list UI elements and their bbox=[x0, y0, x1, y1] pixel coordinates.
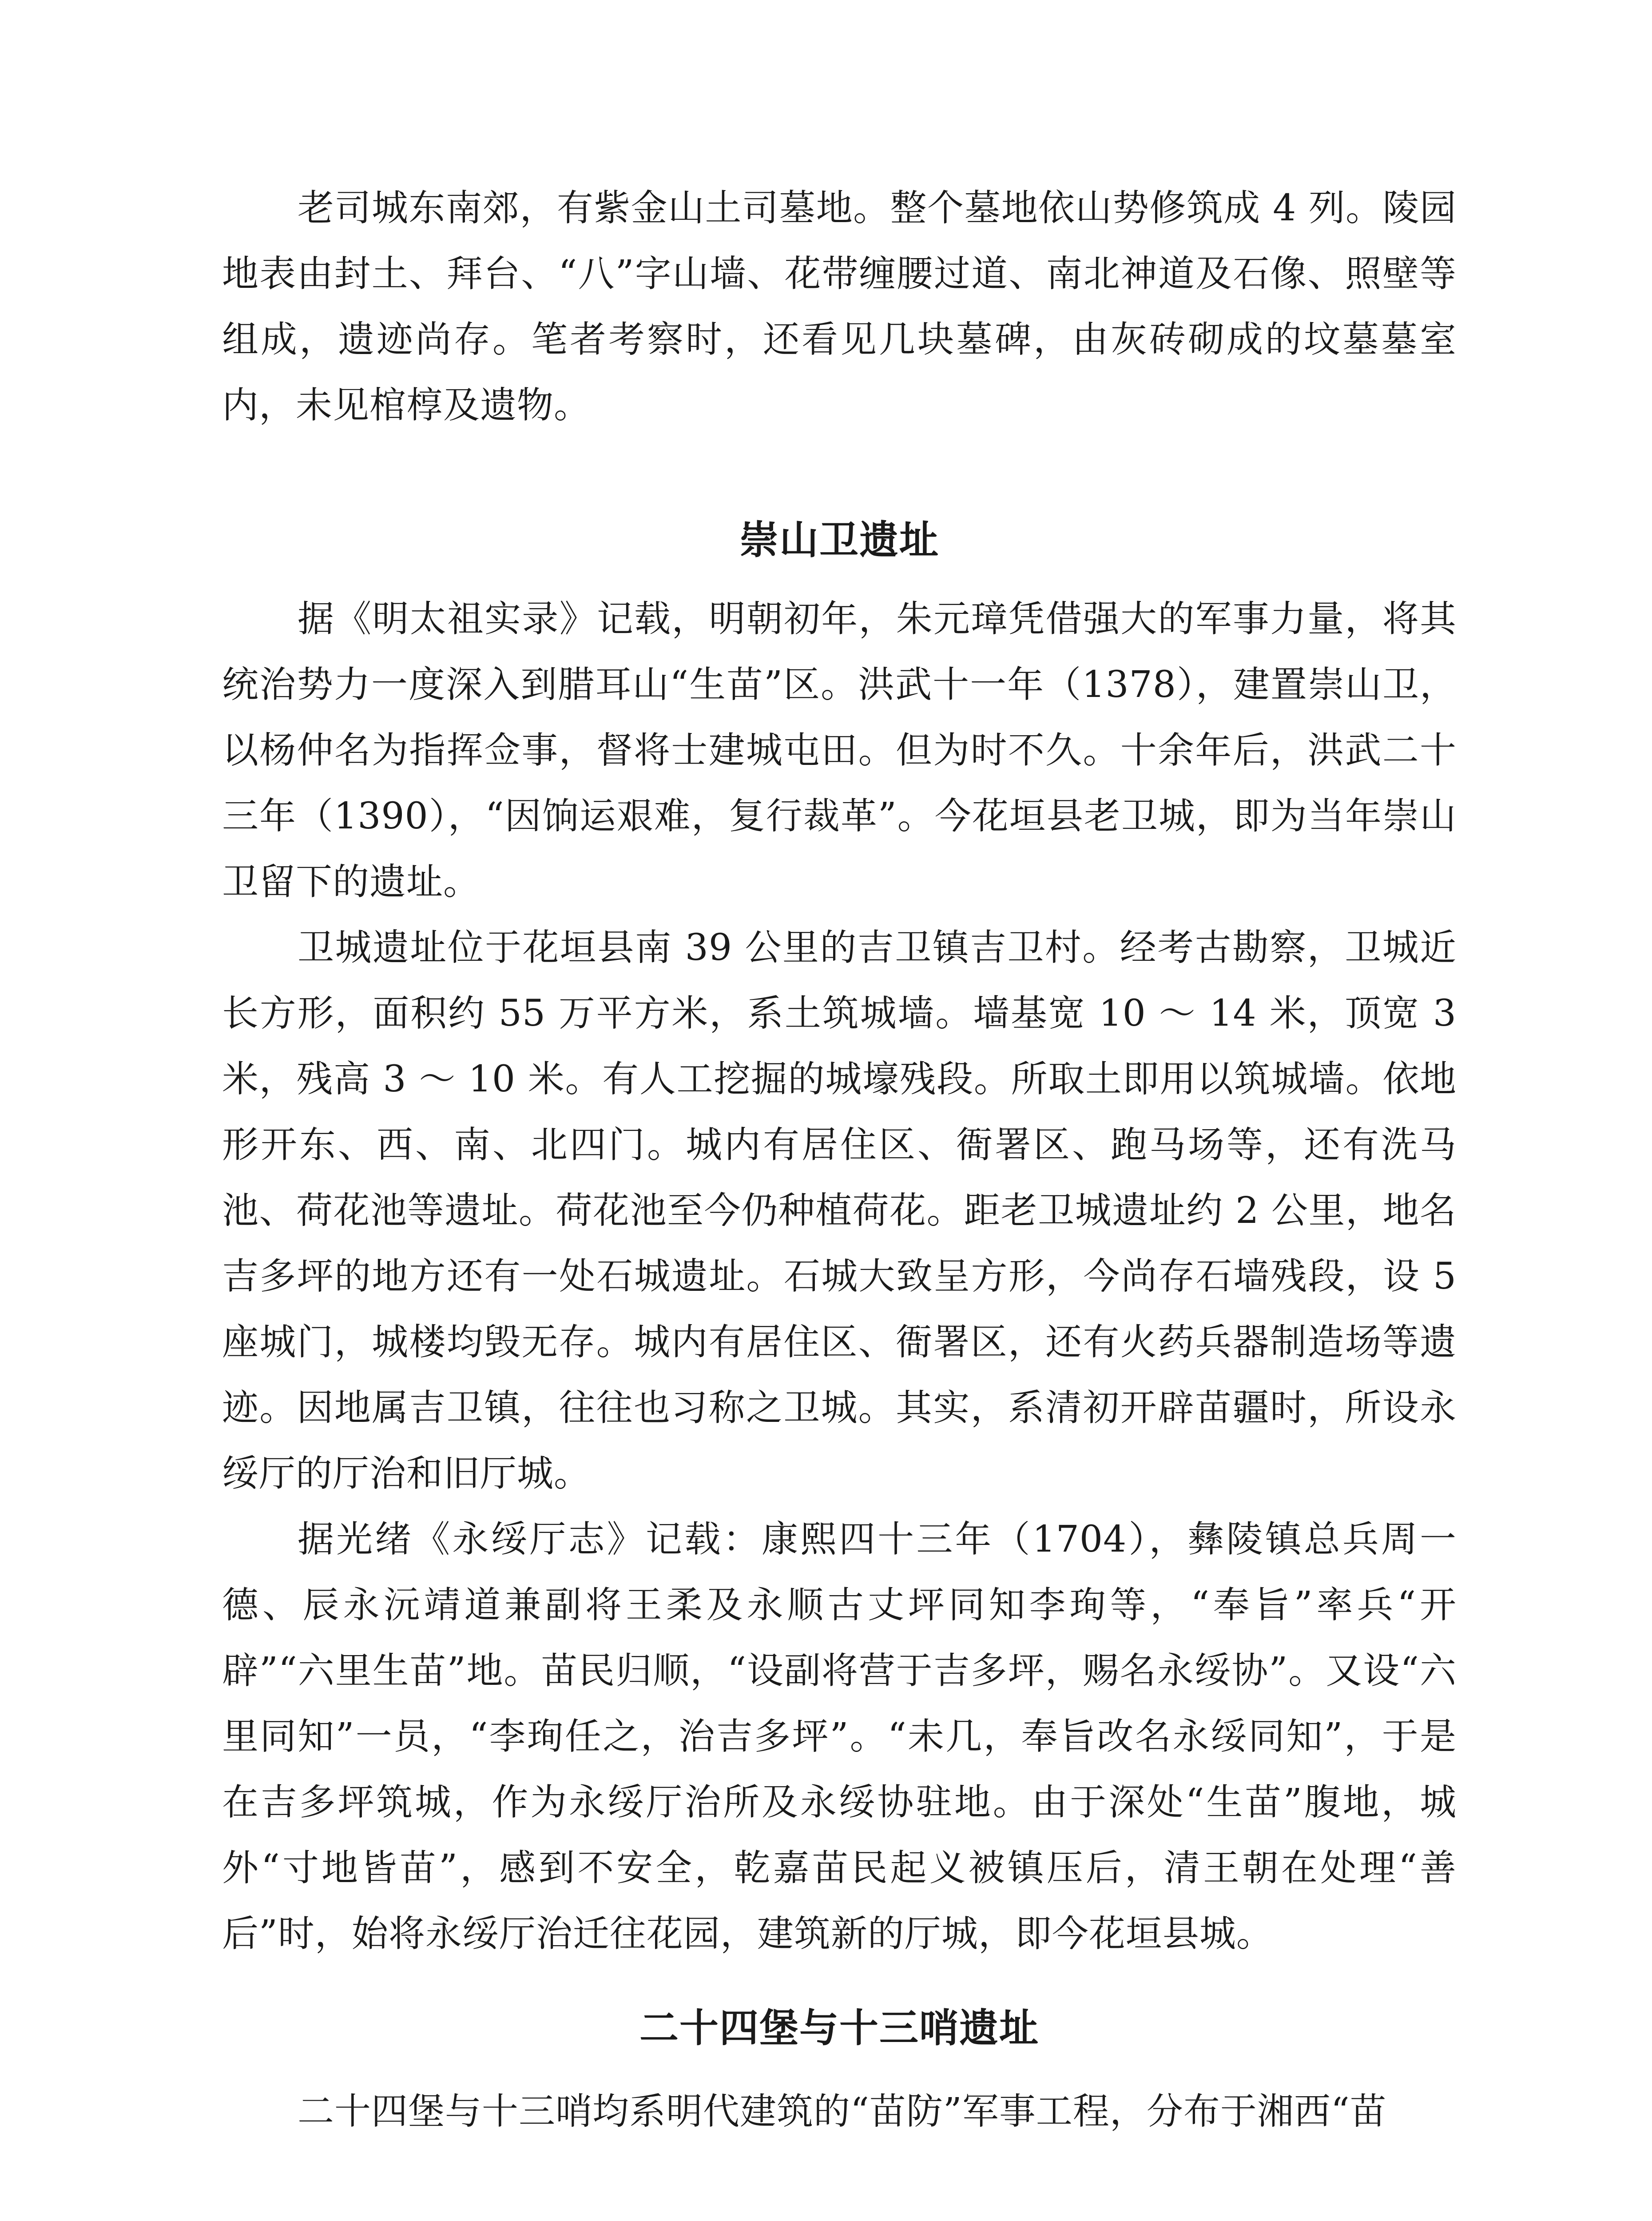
section-heading-24-forts: 二十四堡与十三哨遗址 bbox=[639, 2005, 1039, 2051]
section1-paragraph-1: 据《明太祖实录》记载，明朝初年，朱元璋凭借强大的军事力量，将其统治势力一度深入到腊耳山“生苗”区。洪武十一年（1378），建置崇山卫，以杨仲名为指挥佥事，督将士建城屯田。但为时不久。十余年后，洪武二十三年（1390），“因饷运艰难，复行裁革”。今花垣县老卫城，即为当年崇山卫留下的遗址。 bbox=[222, 598, 1457, 903]
section1-body bbox=[222, 586, 1457, 1967]
section2-paragraph-1: 二十四堡与十三哨均系明代建筑的“苗防”军事工程，分布于湘西“苗 bbox=[298, 2090, 1387, 2133]
intro-block bbox=[222, 175, 1457, 438]
section1-paragraph-2: 卫城遗址位于花垣县南 39 公里的吉卫镇吉卫村。经考古勘察，卫城近长方形，面积约 55 万平方米，系土筑城墙。墙基宽 10 ～ 14 米，顶宽 3 米，残高 3 ～ 10 米。有人工挖掘的城壕残段。所取土即用以筑城墙。依地形开东、西、南、北四门。城内有居住区、衙署区、跑马场等，还有洗马池、荷花池等遗址。荷花池至今仍种植荷花。距老卫城遗址约 2 公里，地名吉多坪的地方还有一处石城遗址。石城大致呈方形，今尚存石墙残段，设 5 座城门，城楼均毁无存。城内有居住区、衙署区，还有火药兵器制造场等遗迹。因地属吉卫镇，往往也习称之卫城。其实，系清初开辟苗疆时，所设永绥厅的厅治和旧厅城。 bbox=[222, 927, 1457, 1495]
section1-paragraph-3: 据光绪《永绥厅志》记载：康熙四十三年（1704），彝陵镇总兵周一德、辰永沅靖道兼副将王柔及永顺古丈坪同知李珣等，“奉旨”率兵“开辟”“六里生苗”地。苗民归顺，“设副将营于吉多坪，赐名永绥协”。又设“六里同知”一员，“李珣任之，治吉多坪”。“未几，奉旨改名永绥同知”，于是在吉多坪筑城，作为永绥厅治所及永绥协驻地。由于深处“生苗”腹地，城外“寸地皆苗”，感到不安全，乾嘉苗民起义被镇压后，清王朝在处理“善后”时，始将永绥厅治迁往花园，建筑新的厅城，即今花垣县城。 bbox=[222, 1518, 1457, 1955]
section2-body bbox=[222, 2079, 1457, 2145]
intro-paragraph: 老司城东南郊，有紫金山土司墓地。整个墓地依山势修筑成 4 列。陵园地表由封土、拜台、“八”字山墙、花带缠腰过道、南北神道及石像、照壁等组成，遗迹尚存。笔者考察时，还看见几块墓碑，由灰砖砌成的坟墓墓室内，未见棺椁及遗物。 bbox=[222, 187, 1457, 426]
section-heading-chongshanwei: 崇山卫遗址 bbox=[739, 517, 939, 563]
